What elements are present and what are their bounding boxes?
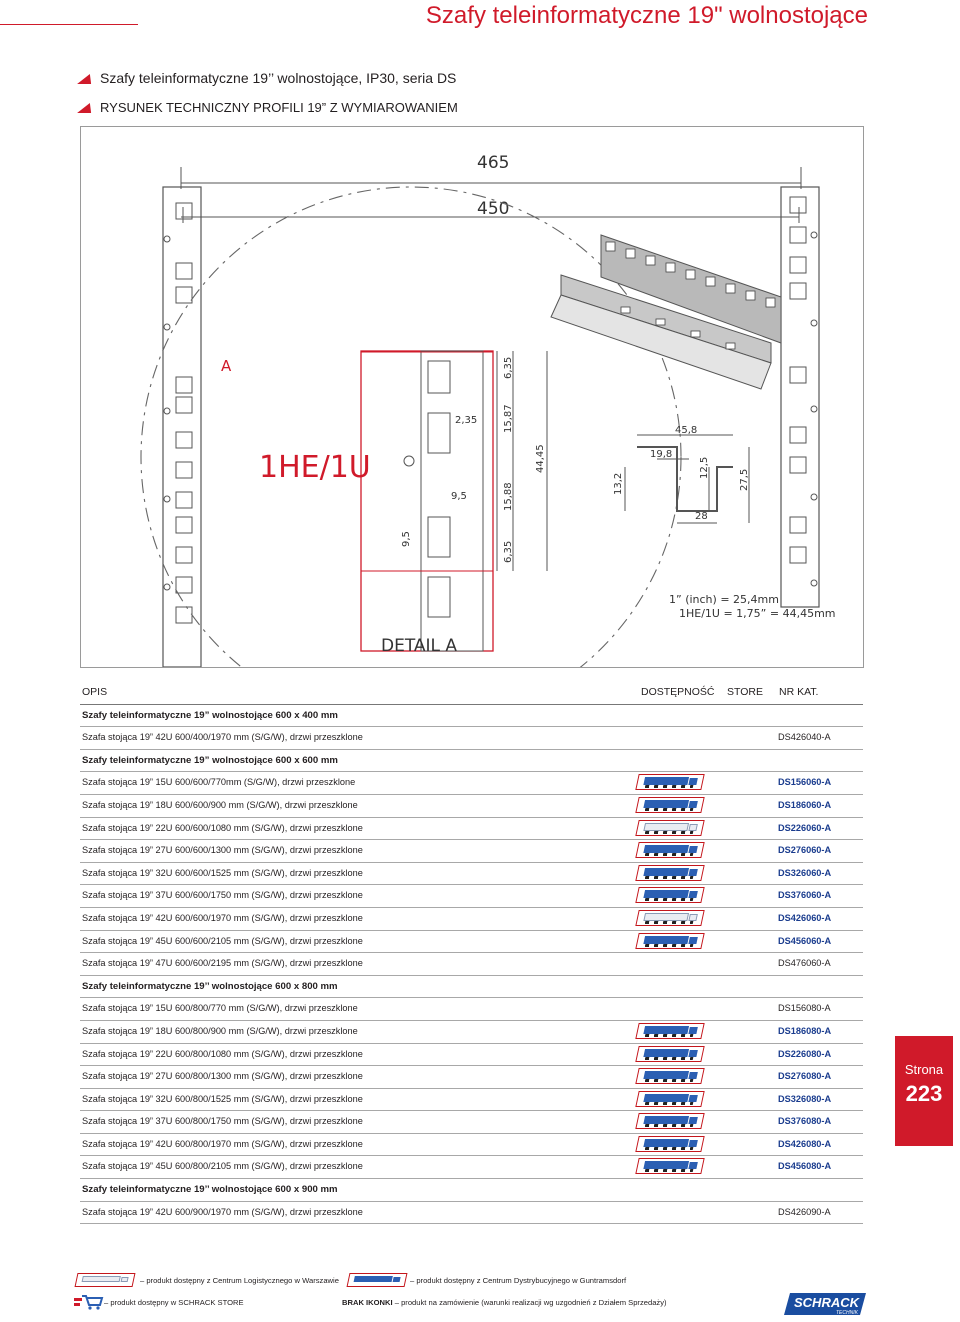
table-body	[80, 705, 863, 1225]
product-description: Szafa stojąca 19” 27U 600/600/1300 mm (S/G/W), drzwi przeszklone	[82, 845, 363, 856]
col-store: STORE	[727, 686, 763, 698]
table-row	[80, 931, 863, 954]
table-row	[80, 1134, 863, 1157]
right-profile-rail	[781, 187, 819, 607]
legend-guntramsdorf: – produkt dostępny z Centrum Dystrybucyjnego w Guntramsdorf	[410, 1276, 627, 1285]
availability-truck-icon	[635, 865, 704, 881]
product-description: Szafa stojąca 19” 15U 600/800/770 mm (S/G/W), drzwi przeszklone	[82, 1003, 358, 1014]
category-title: Szafy teleinformatyczne 19’’ wolnostojące 600 x 900 mm	[82, 1184, 338, 1196]
schrack-logo	[784, 1291, 866, 1317]
svg-text:TECHNIK: TECHNIK	[836, 1310, 858, 1316]
catalog-number: DS276080-A	[778, 1071, 832, 1082]
availability-truck-icon	[635, 774, 704, 790]
dim-450: 450	[477, 199, 510, 219]
table-row	[80, 908, 863, 931]
table-row	[80, 795, 863, 818]
legend-store: – produkt dostępny w SCHRACK STORE	[104, 1298, 244, 1307]
table-row	[80, 1044, 863, 1067]
category-title: Szafy teleinformatyczne 19” wolnostojące 600 x 600 mm	[82, 754, 338, 766]
detail-a-label: DETAIL A	[381, 636, 458, 656]
category-row	[80, 1179, 863, 1202]
dim-6-35-top: 6,35	[503, 356, 514, 379]
page-number: 223	[905, 1081, 943, 1106]
catalog-number: DS456060-A	[778, 935, 832, 946]
dim-27-5: 27,5	[739, 468, 750, 491]
col-code: NR KAT.	[779, 686, 819, 698]
table-row	[80, 953, 863, 976]
product-description: Szafa stojąca 19” 18U 600/600/900 mm (S/G/W), drzwi przeszklone	[82, 799, 358, 810]
availability-truck-icon	[635, 1068, 704, 1084]
catalog-number: DS426060-A	[778, 912, 832, 923]
dim-28: 28	[695, 511, 708, 522]
label-1he: 1HE/1U	[259, 450, 371, 485]
legend-brak-label: BRAK IKONKI	[342, 1298, 393, 1307]
catalog-number: DS326060-A	[778, 867, 832, 878]
warsaw-truck-icon	[75, 1273, 136, 1287]
availability-truck-icon	[635, 1113, 704, 1129]
catalog-number: DS156080-A	[778, 1003, 831, 1014]
page-label: Strona	[904, 1062, 944, 1077]
dim-6-35-bottom: 6,35	[503, 540, 514, 563]
product-description: Szafa stojąca 19” 42U 600/400/1970 mm (S/G/W), drzwi przeszklone	[82, 732, 363, 743]
catalog-number: DS456080-A	[778, 1161, 832, 1172]
availability-truck-icon	[635, 1046, 704, 1062]
product-description: Szafa stojąca 19” 22U 600/800/1080 mm (S/G/W), drzwi przeszklone	[82, 1048, 363, 1059]
left-profile-rail	[163, 187, 201, 667]
dim-44-45: 44,45	[535, 444, 546, 473]
inch-note: 1” (inch) = 25,4mm	[669, 593, 779, 606]
availability-truck-icon	[635, 820, 704, 836]
product-description: Szafa stojąca 19” 32U 600/600/1525 mm (S/G/W), drzwi przeszklone	[82, 867, 363, 878]
section-subtitle: Szafy teleinformatyczne 19’’ wolnostojące, IP30, seria DS	[100, 70, 457, 86]
title-rule	[0, 24, 138, 25]
availability-truck-icon	[635, 910, 704, 926]
availability-truck-icon	[635, 1091, 704, 1107]
table-row	[80, 885, 863, 908]
product-description: Szafa stojąca 19” 15U 600/600/770mm (S/G/W), drzwi przeszklone	[82, 777, 356, 788]
dim-12-5: 12,5	[699, 456, 710, 479]
category-title: Szafy teleinformatyczne 19’’ wolnostojące 600 x 800 mm	[82, 980, 338, 992]
dim-2-35: 2,35	[455, 415, 478, 426]
label-a: A	[221, 357, 232, 375]
dim-45-8: 45,8	[675, 425, 698, 436]
availability-truck-icon	[635, 797, 704, 813]
table-row	[80, 818, 863, 841]
table-row	[80, 727, 863, 750]
product-description: Szafa stojąca 19” 42U 600/900/1970 mm (S/G/W), drzwi przeszklone	[82, 1206, 363, 1217]
col-desc: OPIS	[82, 686, 108, 698]
product-description: Szafa stojąca 19” 45U 600/800/2105 mm (S/G/W), drzwi przeszklone	[82, 1161, 363, 1172]
availability-truck-icon	[635, 1136, 704, 1152]
availability-truck-icon	[635, 1023, 704, 1039]
catalog-number: DS186080-A	[778, 1025, 832, 1036]
catalog-number: DS376060-A	[778, 890, 832, 901]
product-table	[80, 682, 863, 1224]
catalog-number: DS226080-A	[778, 1048, 832, 1059]
product-description: Szafa stojąca 19” 18U 600/800/900 mm (S/G/W), drzwi przeszklone	[82, 1025, 358, 1036]
catalog-number: DS226060-A	[778, 822, 832, 833]
table-header	[80, 682, 863, 705]
col-availability: DOSTĘPNOŚĆ	[641, 686, 715, 698]
availability-truck-icon	[635, 933, 704, 949]
legend-on-order	[342, 1298, 667, 1307]
guntramsdorf-truck-icon	[347, 1273, 408, 1287]
catalog-number: DS426040-A	[778, 732, 831, 743]
bullet-icon	[77, 103, 97, 113]
detail-circle	[141, 187, 681, 667]
table-row	[80, 1066, 863, 1089]
drawing-subtitle: RYSUNEK TECHNICZNY PROFILI 19” Z WYMIAROWANIEM	[100, 100, 458, 115]
catalog-number: DS376080-A	[778, 1116, 832, 1127]
page-number-badge	[895, 1036, 953, 1146]
table-row	[80, 840, 863, 863]
product-description: Szafa stojąca 19” 47U 600/600/2195 mm (S/G/W), drzwi przeszklone	[82, 958, 363, 969]
catalog-number: DS326080-A	[778, 1093, 832, 1104]
table-row	[80, 772, 863, 795]
availability-truck-icon	[635, 842, 704, 858]
dim-13-2: 13,2	[613, 472, 624, 495]
store-cart-icon	[74, 1294, 104, 1310]
category-row	[80, 976, 863, 999]
product-description: Szafa stojąca 19” 42U 600/600/1970 mm (S/G/W), drzwi przeszklone	[82, 912, 363, 923]
dim-465: 465	[477, 153, 510, 173]
table-row	[80, 1202, 863, 1225]
category-row	[80, 750, 863, 773]
category-row	[80, 705, 863, 728]
product-description: Szafa stojąca 19” 37U 600/600/1750 mm (S/G/W), drzwi przeszklone	[82, 890, 363, 901]
catalog-number: DS426090-A	[778, 1206, 831, 1217]
category-title: Szafy teleinformatyczne 19” wolnostojące 600 x 400 mm	[82, 709, 338, 721]
table-row	[80, 1111, 863, 1134]
product-description: Szafa stojąca 19” 45U 600/600/2105 mm (S/G/W), drzwi przeszklone	[82, 935, 363, 946]
product-description: Szafa stojąca 19” 37U 600/800/1750 mm (S/G/W), drzwi przeszklone	[82, 1116, 363, 1127]
product-description: Szafa stojąca 19” 27U 600/800/1300 mm (S/G/W), drzwi przeszklone	[82, 1071, 363, 1082]
technical-drawing	[80, 126, 864, 668]
bullet-icon	[77, 74, 97, 84]
catalog-number: DS276060-A	[778, 845, 832, 856]
product-description: Szafa stojąca 19” 32U 600/800/1525 mm (S/G/W), drzwi przeszklone	[82, 1093, 363, 1104]
legend-brak-text: – produkt na zamówienie (warunki realizacji wg uzgodnień z Działem Sprzedaży)	[392, 1298, 667, 1307]
legend-warsaw: – produkt dostępny z Centrum Logistycznego w Warszawie	[140, 1276, 339, 1285]
table-row	[80, 1156, 863, 1179]
catalog-number: DS426080-A	[778, 1138, 832, 1149]
dim-19-8: 19,8	[650, 449, 673, 460]
catalog-number: DS186060-A	[778, 799, 832, 810]
table-row	[80, 1021, 863, 1044]
product-description: Szafa stojąca 19” 42U 600/800/1970 mm (S/G/W), drzwi przeszklone	[82, 1138, 363, 1149]
availability-truck-icon	[635, 887, 704, 903]
he-note: 1HE/1U = 1,75” = 44,45mm	[679, 607, 836, 620]
svg-text:SCHRACK: SCHRACK	[794, 1295, 859, 1310]
dim-15-87: 15,87	[503, 404, 514, 433]
dim-9-5-b: 9,5	[401, 531, 412, 547]
dim-9-5-a: 9,5	[451, 491, 467, 502]
table-row	[80, 863, 863, 886]
availability-truck-icon	[635, 1158, 704, 1174]
catalog-number: DS476060-A	[778, 958, 831, 969]
product-description: Szafa stojąca 19” 22U 600/600/1080 mm (S/G/W), drzwi przeszklone	[82, 822, 363, 833]
catalog-number: DS156060-A	[778, 777, 832, 788]
page-title: Szafy teleinformatyczne 19" wolnostojące	[425, 2, 868, 29]
table-row	[80, 1089, 863, 1112]
dim-15-88: 15,88	[503, 482, 514, 511]
table-row	[80, 998, 863, 1021]
